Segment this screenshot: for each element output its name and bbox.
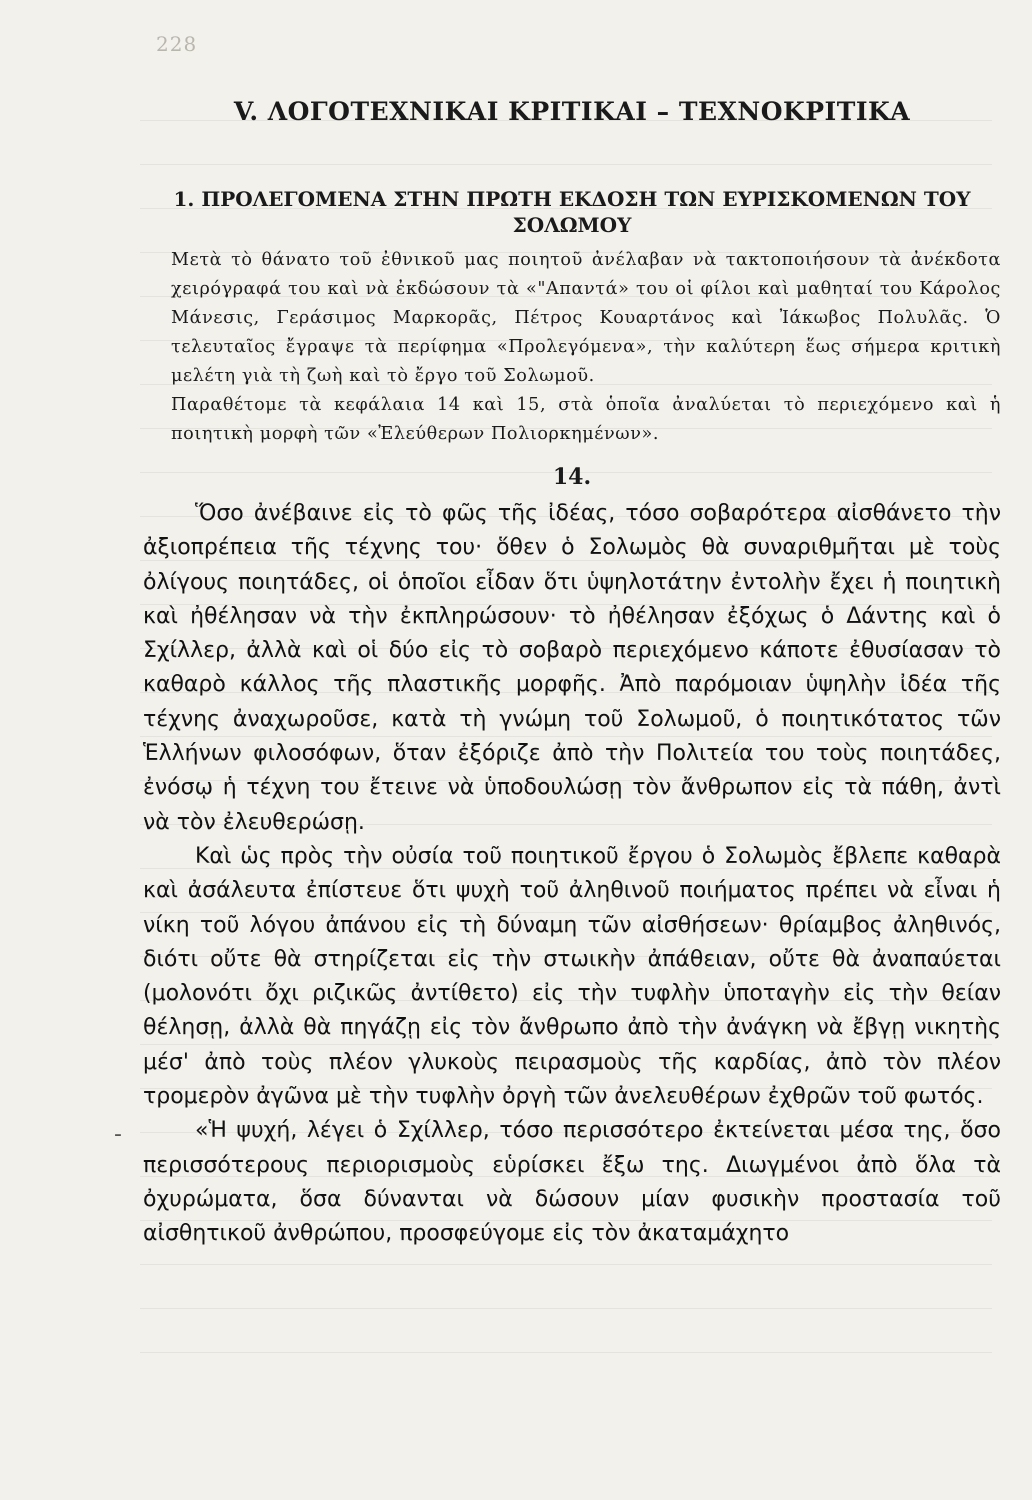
chapter-number: 14. xyxy=(552,464,592,490)
page-content xyxy=(143,92,1001,1252)
chapter-title: 1. ΠΡΟΛΕΓΟΜΕΝΑ ΣΤΗΝ ΠΡΩΤΗ ΕΚΔΟΣΗ ΤΩΝ ΕΥΡΙΣΚΟΜΕΝΩΝ ΤΟΥ ΣΟΛΩΜΟΥ xyxy=(173,187,971,237)
body-paragraph: Ὅσο ἀνέβαινε εἰς τὸ φῶς τῆς ἰδέας, τόσο σοβαρότερα αἰσθάνετο τὴν ἀξιοπρέπεια τῆς τέχνης του· ὅθεν ὁ Σολωμὸς θὰ συναριθμῆται μὲ τοὺς ὀλίγους ποιητάδες, οἱ ὁποῖοι εἶδαν ὅτι ὑψηλοτάτην ἐντολὴν ἔχει ἡ ποιητικὴ καὶ ἠθέλησαν νὰ τὴν ἐκπληρώσουν· τὸ ἠθέλησαν ἐξόχως ὁ Δάντης καὶ ὁ Σχίλλερ, ἀλλὰ καὶ οἱ δύο εἰς τὸ σοβαρὸ περιεχόμενο κάποτε ἐθυσίασαν τὸ καθαρὸ κάλλος τῆς πλαστικῆς μορφῆς. Ἀπὸ παρόμοιαν ὑψηλὴν ἰδέα τῆς τέχνης ἀναχωροῦσε, κατὰ τὴ γνώμη τοῦ Σολωμοῦ, ὁ ποιητικότατος τῶν Ἑλλήνων φιλοσόφων, ὅταν ἐξόριζε ἀπὸ τὴν Πολιτεία του τοὺς ποιητάδες, ἐνόσῳ ἡ τέχνη του ἔτεινε νὰ ὑποδουλώσῃ τὸν ἄνθρωπον εἰς τὰ πάθη, ἀντὶ νὰ τὸν ἐλευθερώσῃ. xyxy=(143,501,1001,835)
body-paragraph: «Ἡ ψυχή, λέγει ὁ Σχίλλερ, τόσο περισσότερο ἐκτείνεται μέσα της, ὅσο περισσότερους περιορισμοὺς εὑρίσκει ἔξω της. Διωγμένοι ἀπὸ ὅλα τὰ ὀχυρώματα, ὅσα δύνανται νὰ δώσουν μίαν φυσικὴν προστασία τοῦ αἰσθητικοῦ ἀνθρώπου, προσφεύγομε εἰς τὸν ἀκαταμάχητο xyxy=(143,1118,1001,1247)
margin-mark: - xyxy=(114,1122,122,1147)
page-number: 228 xyxy=(156,32,198,56)
body-text xyxy=(143,497,1001,1252)
chapter-intro xyxy=(143,246,1001,449)
body-paragraph: Καὶ ὡς πρὸς τὴν οὐσία τοῦ ποιητικοῦ ἔργου ὁ Σολωμὸς ἔβλεπε καθαρὰ καὶ ἀσάλευτα ἐπίστευε ὅτι ψυχὴ τοῦ ἀληθινοῦ ποιήματος πρέπει νὰ εἶναι ἡ νίκη τοῦ λόγου ἀπάνου εἰς τὴ δύναμη τῶν αἰσθήσεων· θρίαμβος ἀληθινός, διότι οὔτε θὰ στηρίζεται εἰς τὴν στωικὴν ἀπάθειαν, οὔτε θὰ ἀναπαύεται (μολονότι ὄχι ριζικῶς ἀντίθετο) εἰς τὴν τυφλὴν ὑποταγὴν εἰς τὴν θείαν θέλησῃ, ἀλλὰ θὰ πηγάζῃ εἰς τὸν ἄνθρωπο ἀπὸ τὴν ἀνάγκη νὰ ἔβγῃ νικητὴς μέσ' ἀπὸ τοὺς πλέον γλυκοὺς πειρασμοὺς τῆς καρδίας, ἀπὸ τὸν πλέον τρομερὸν ἀγῶνα μὲ τὴν τυφλὴν ὀργὴ τῶν ἀνελευθέρων ἐχθρῶν τοῦ φωτός. xyxy=(143,843,1001,1110)
intro-paragraph: Παραθέτομε τὰ κεφάλαια 14 καὶ 15, στὰ ὁποῖα ἀναλύεται τὸ περιεχόμενο καὶ ἡ ποιητικὴ μορφὴ τῶν «Ἐλεύθερων Πολιορκημένων». xyxy=(171,395,1001,444)
section-title: V. ΛΟΓΟΤΕΧΝΙΚΑΙ ΚΡΙΤΙΚΑΙ – ΤΕΧΝΟΚΡΙΤΙΚΑ xyxy=(233,97,911,126)
intro-paragraph: Μετὰ τὸ θάνατο τοῦ ἐθνικοῦ μας ποιητοῦ ἀνέλαβαν νὰ τακτοποιήσουν τὰ ἀνέκδοτα χειρόγραφά του καὶ νὰ ἐκδώσουν τὰ «"Απαντά» του οἱ φίλοι καὶ μαθηταί του Κάρολος Μάνεσις, Γεράσιμος Μαρκορᾶς, Πέτρος Κουαρτάνος καὶ Ἰάκωβος Πολυλᾶς. Ὁ τελευταῖος ἔγραψε τὰ περίφημα «Προλεγόμενα», τὴν καλύτερη ἕως σήμερα κριτικὴ μελέτη γιὰ τὴ ζωὴ καὶ τὸ ἔργο τοῦ Σολωμοῦ. xyxy=(171,250,1001,386)
